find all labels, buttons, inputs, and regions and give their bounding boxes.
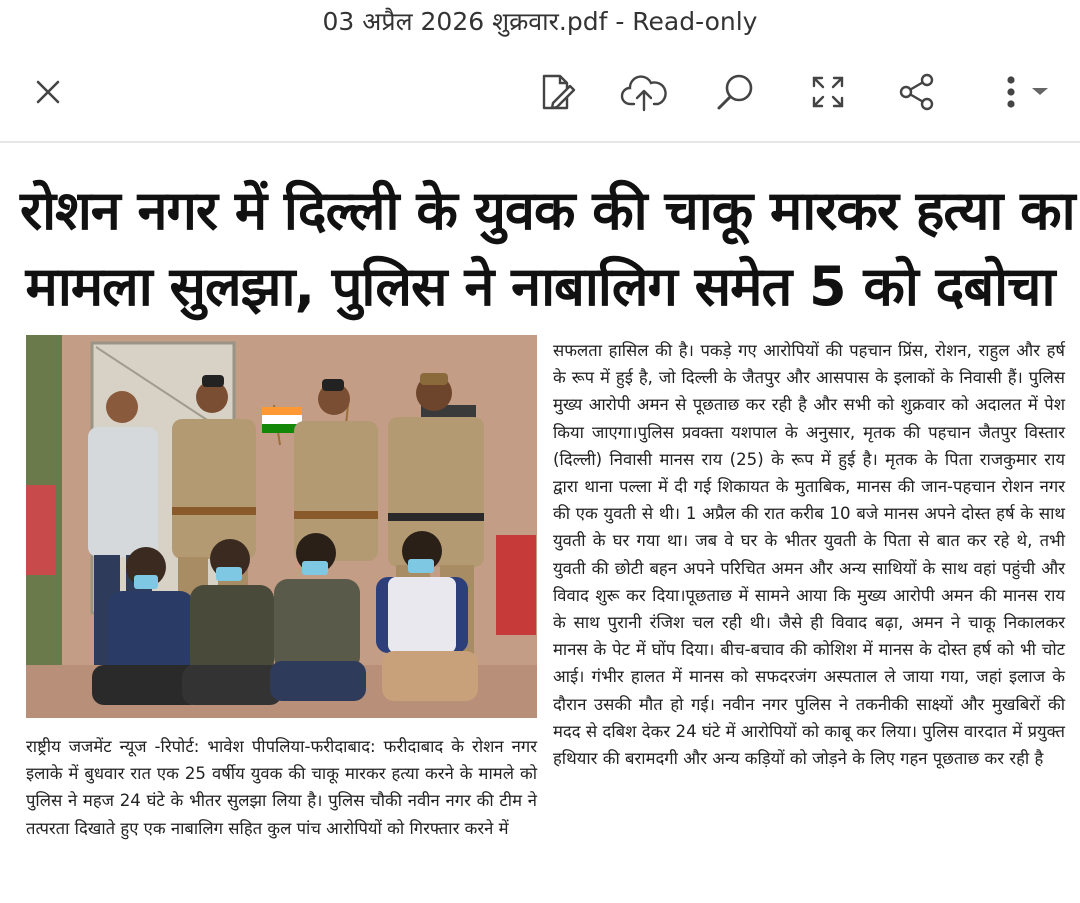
share-icon xyxy=(896,71,938,113)
upload-button[interactable] xyxy=(620,68,668,116)
edit-button[interactable] xyxy=(532,68,580,116)
headline-line-2: मामला सुलझा, पुलिस ने नाबालिग समेत 5 को दबोचा xyxy=(25,255,1055,318)
search-button[interactable] xyxy=(712,68,760,116)
cloud-upload-icon xyxy=(620,70,668,114)
pdf-page[interactable] xyxy=(0,143,1080,903)
more-options-button[interactable] xyxy=(990,68,1056,116)
article-paragraph: सफलता हासिल की है। पकड़े गए आरोपियों की पहचान प्रिंस, रोशन, राहुल और हर्ष के रूप में हुई है, जो दिल्ली के जैतपुर और आसपास के इलाकों के निवासी हैं। पुलिस मुख्य आरोपी अमन से पूछताछ कर रही है और सभी को शुक्रवार को अदालत में पेश किया जाएगा।पुलिस प्रवक्ता यशपाल के अनुसार, मृतक की पहचान जैतपुर विस्तार (दिल्ली) निवासी मानस राय (25) के रूप में हुई है। मृतक के पिता राजकुमार राय द्वारा थाना पल्ला में दी गई शिकायत के मुताबिक, मानस की जान-पहचान रोशन नगर की एक युवती से थी। 1 अप्रैल की रात करीब 10 बजे मानस अपने दोस्त हर्ष के साथ युवती के घर गया था। जब वे घर के भीतर युवती के पिता से बात कर रहे थे, तभी युवती की छोटी बहन अपने परिचित अमन और अन्य साथियों के साथ वहां पहुंची और विवाद शुरू कर दिया।पूछताछ में सामने आया कि मुख्य आरोपी अमन की मानस राय के साथ पुरानी रंजिश चल रही थी। जैसे ही विवाद बढ़ा, अमन ने चाकू निकालकर मानस के पेट में घोंप दिया। बीच-बचाव की कोशिश में मानस के दोस्त हर्ष को भी चोट आई। गंभीर हालत में मानस को सफदरजंग अस्पताल ले जाया गया, जहां इलाज के दौरान उसकी मौत हो गई। नवीन नगर पुलिस ने तकनीकी साक्ष्यों और मुखबिरों की मदद से दबिश देकर 24 घंटे में आरोपियों को काबू कर लिया। पुलिस वारदात में प्रयुक्त हथियार की बरामदगी और अन्य कड़ियों को जोड़ने के लिए गहन पूछताछ कर रही है xyxy=(553,341,1065,769)
share-button[interactable] xyxy=(893,68,941,116)
close-icon xyxy=(33,77,63,107)
close-button[interactable] xyxy=(24,68,72,116)
search-icon xyxy=(714,70,758,114)
fullscreen-icon xyxy=(808,72,848,112)
toolbar xyxy=(0,52,1080,132)
article-paragraph: राष्ट्रीय जजमेंट न्यूज -रिपोर्ट: भावेश पीपलिया-फरीदाबाद: फरीदाबाद के रोशन नगर इलाके में बुधवार रात एक 25 वर्षीय युवक की चाकू मारकर हत्या करने के मामले को पुलिस ने महज 24 घंटे के भीतर सुलझा लिया है। पुलिस चौकी नवीन नगर की टीम ने तत्परता दिखाते हुए एक नाबालिग सहित कुल पांच आरोपियों को गिरफ्तार करने में xyxy=(26,737,537,838)
news-photo xyxy=(26,335,537,718)
headline-line-1: रोशन नगर में दिल्ली के युवक की चाकू मारकर हत्या का xyxy=(20,179,1075,242)
article-body-right-column xyxy=(553,337,1065,772)
window-title: 03 अप्रैल 2026 शुक्रवार.pdf - Read-only xyxy=(322,7,758,36)
more-vertical-icon xyxy=(992,72,1054,112)
edit-pdf-icon xyxy=(534,70,578,114)
article-body-left-column xyxy=(26,733,537,842)
fullscreen-button[interactable] xyxy=(804,68,852,116)
